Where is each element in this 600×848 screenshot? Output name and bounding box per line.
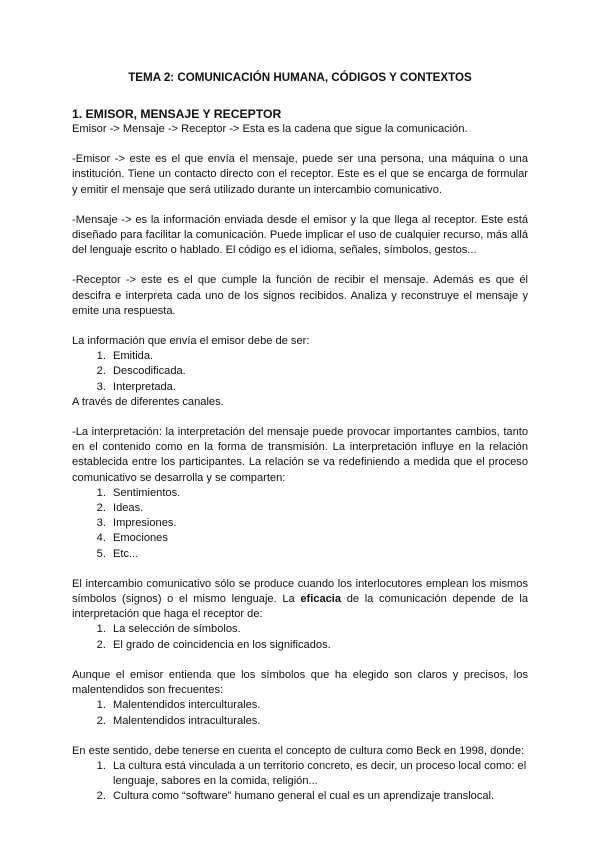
list-item: 1. Malentendidos interculturales. <box>109 698 528 713</box>
info-intro: La información que envía el emisor debe de ser: <box>72 335 310 348</box>
list-item: 2. Ideas. <box>109 501 528 516</box>
intercambio-list <box>72 622 528 652</box>
paragraph-receptor: -Receptor -> este es el que cumple la función de recibir el mensaje. Además es que él descifra e interpreta cada uno de los signos recibidos. Analiza y reconstruye el mensaje y emite una respuesta. <box>72 274 528 317</box>
paragraph-cultura: En este sentido, debe tenerse en cuenta el concepto de cultura como Beck en 1998, donde: <box>72 744 525 757</box>
list-item: 3. Interpretada. <box>109 380 528 395</box>
list-item: 1. Emitida. <box>109 349 528 364</box>
interpretacion-list <box>72 486 528 562</box>
list-item: 1. Sentimientos. <box>109 486 528 501</box>
list-item: 2. Cultura como “software” humano general el cual es un aprendizaje translocal. <box>109 789 528 804</box>
list-item: 2. Descodificada. <box>109 364 528 379</box>
info-list <box>72 349 528 395</box>
info-outro: A través de diferentes canales. <box>72 395 224 408</box>
cultura-list <box>72 759 528 805</box>
list-item: 2. Malentendidos intraculturales. <box>109 714 528 729</box>
paragraph-interpretacion: -La interpretación: la interpretación del mensaje puede provocar importantes cambios, tanto en el contenido como en la forma de transmisión. La interpretación influye en la relación establecida entre los participantes. La relación se va redefiniendo a medida que el proceso comunicativo se desarrolla y se comparten: <box>72 426 528 484</box>
paragraph-intercambio <box>72 577 528 623</box>
list-item: 2. El grado de coincidencia en los significados. <box>109 638 528 653</box>
section-heading: 1. EMISOR, MENSAJE Y RECEPTOR <box>72 107 282 121</box>
eficacia-bold: eficacia <box>300 593 342 606</box>
list-item: 1. La selección de símbolos. <box>109 622 528 637</box>
paragraph-mensaje: -Mensaje -> es la información enviada desde el emisor y la que llega al receptor. Este está diseñado para facilitar la comunicación. Puede implicar el uso de cualquier recurso, más allá del lenguaje escrito o hablado. El código es el idioma, señales, símbolos, gestos... <box>72 213 528 257</box>
communication-chain: Emisor -> Mensaje -> Receptor -> Esta es la cadena que sigue la comunicación. <box>72 123 468 135</box>
list-item: 1. La cultura está vinculada a un territorio concreto, es decir, un proceso local como: el lenguaje, sabores en la comida, religión... <box>109 759 528 789</box>
paragraph-aunque: Aunque el emisor entienda que los símbolos que ha elegido son claros y precisos, los malentendidos son frecuentes: <box>72 668 528 697</box>
malentendidos-list <box>72 698 528 728</box>
list-item: 3. Impresiones. <box>109 516 528 531</box>
document-title: TEMA 2: COMUNICACIÓN HUMANA, CÓDIGOS Y CONTEXTOS <box>128 71 472 84</box>
intercambio-text-before: El intercambio comunicativo sólo se produce cuando los interlocutores emplean los mismos símbolos (signos) o el mismo lenguaje. La <box>72 577 528 606</box>
list-item: 5. Etc... <box>109 547 528 562</box>
list-item: 4. Emociones <box>109 531 528 546</box>
paragraph-emisor: -Emisor -> este es el que envía el mensaje, puede ser una persona, una máquina o una institución. Tiene un contacto directo con el receptor. Este es el que se encarga de formular y emitir el mensaje que será utilizado durante un intercambio comunicativo. <box>72 153 528 196</box>
intercambio-text-after: de la comunicación depende de la interpretación que haga el receptor de: <box>72 593 528 621</box>
